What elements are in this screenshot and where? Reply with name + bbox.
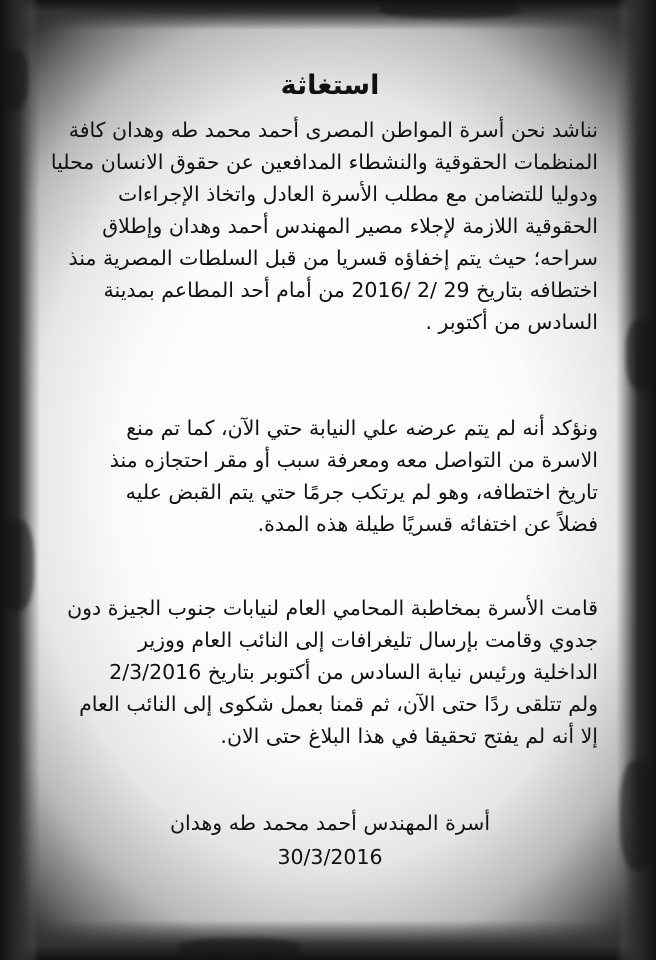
- document-body: [50, 66, 598, 869]
- paragraph-line: فضلاً عن اختفائه قسريًا طيلة هذه المدة.: [257, 512, 598, 536]
- paragraph-line: ودوليا للتضامن مع مطلب الأسرة العادل واتخاذ الإجراءات: [118, 182, 598, 206]
- paragraph-line: جدوي وقامت بإرسال تليغرافات إلى النائب العام ووزير: [138, 628, 598, 652]
- grunge-border-left: [0, 0, 40, 960]
- signature-block: [62, 806, 598, 874]
- document-title: استغاثة: [280, 70, 380, 101]
- paragraph-line: المنظمات الحقوقية والنشطاء المدافعين عن حقوق الانسان محليا: [50, 150, 598, 174]
- paragraph-confirmation: [62, 412, 598, 540]
- paragraph-line: الاسرة من التواصل معه ومعرفة سبب أو مقر احتجازه منذ: [109, 448, 598, 472]
- paragraph-line: سراحه؛ حيث يتم إخفاؤه قسريا من قبل السلطات المصرية منذ: [68, 246, 598, 270]
- grunge-blot: [180, 938, 300, 960]
- paragraph-appeal: [50, 114, 598, 338]
- paragraph-line: ونؤكد أنه لم يتم عرضه علي النيابة حتي الآن، كما تم منع: [126, 416, 598, 440]
- paragraph-line: الحقوقية اللازمة لإجلاء مصير المهندس أحمد وهدان وإطلاق: [102, 214, 598, 238]
- paragraph-line: قامت الأسرة بمخاطبة المحامي العام لنيابات جنوب الجيزة دون: [67, 596, 598, 620]
- grunge-border-top: [0, 0, 656, 30]
- signature-date: 30/3/2016: [277, 845, 383, 869]
- grunge-blot: [620, 760, 656, 870]
- signature-name: أسرة المهندس أحمد محمد طه وهدان: [169, 811, 491, 835]
- grunge-blot: [380, 0, 520, 18]
- grunge-blot: [0, 50, 28, 110]
- paragraph-line: اختطافه بتاريخ 29 /2 /2016 من أمام أحد المطاعم بمدينة: [103, 278, 598, 302]
- paragraph-line: الداخلية ورئيس نيابة السادس من أكتوبر بتاريخ 2/3/2016: [109, 660, 598, 684]
- paragraph-line: إلا أنه لم يفتح تحقيقا في هذا البلاغ حتى الان.: [220, 724, 598, 748]
- grunge-blot: [0, 520, 34, 610]
- paragraph-line: ولم تتلقى ردًا حتى الآن، ثم قمنا بعمل شكوى إلى النائب العام: [79, 692, 598, 716]
- paragraph-line: تاريخ اختطافه، وهو لم يرتكب جرمًا حتي يتم القبض عليه: [125, 480, 598, 504]
- paragraph-line: نناشد نحن أسرة المواطن المصرى أحمد محمد طه وهدان كافة: [68, 118, 598, 142]
- grunge-border-bottom: [0, 920, 656, 960]
- grunge-blot: [626, 320, 656, 390]
- paragraph-line: السادس من أكتوبر .: [425, 310, 598, 334]
- paragraph-actions-taken: [62, 592, 598, 752]
